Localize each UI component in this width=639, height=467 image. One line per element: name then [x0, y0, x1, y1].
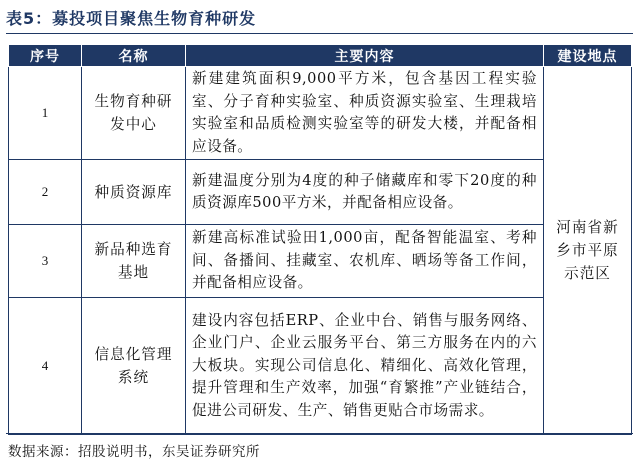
table-row [9, 298, 632, 435]
header-index: 序号 [9, 45, 82, 67]
header-name: 名称 [82, 45, 186, 67]
row-index: 2 [9, 160, 82, 225]
header-content: 主要内容 [186, 45, 544, 67]
title-divider [6, 33, 633, 34]
projects-table [8, 44, 632, 435]
row-index: 4 [9, 298, 82, 435]
row-content: 新建建筑面积9,000平方米，包含基因工程实验室、分子育种实验室、种质资源实验室、生理栽培实验室和品质检测实验室等的研发大楼，并配备相应设备。 [186, 67, 544, 160]
row-content: 新建温度分别为4度的种子储藏库和零下20度的种质资源库500平方米，并配备相应设备。 [186, 160, 544, 225]
header-location: 建设地点 [544, 45, 632, 67]
table-header-row [9, 45, 632, 67]
table-title: 表5：募投项目聚焦生物育种研发 [6, 9, 257, 28]
source-note: 数据来源：招股说明书，东吴证券研究所 [8, 444, 260, 460]
row-content: 新建高标准试验田1,000亩，配备智能温室、考种间、备播间、挂藏室、农机库、晒场等备工作间，并配备相应设备。 [186, 225, 544, 298]
table-row [9, 67, 632, 160]
row-name: 生物育种研发中心 [82, 67, 186, 160]
row-name: 信息化管理系统 [82, 298, 186, 435]
footer-divider [6, 433, 633, 434]
table-row [9, 225, 632, 298]
table-row [9, 160, 632, 225]
row-index: 1 [9, 67, 82, 160]
row-content: 建设内容包括ERP、企业中台、销售与服务网络、企业门户、企业云服务平台、第三方服务在内的六大板块。实现公司信息化、精细化、高效化管理，提升管理和生产效率，加强“育繁推”产业链结合，促进公司研发、生产、销售更贴合市场需求。 [186, 298, 544, 435]
location-cell: 河南省新乡市平原示范区 [544, 67, 632, 435]
row-name: 新品种选育基地 [82, 225, 186, 298]
row-name: 种质资源库 [82, 160, 186, 225]
row-index: 3 [9, 225, 82, 298]
